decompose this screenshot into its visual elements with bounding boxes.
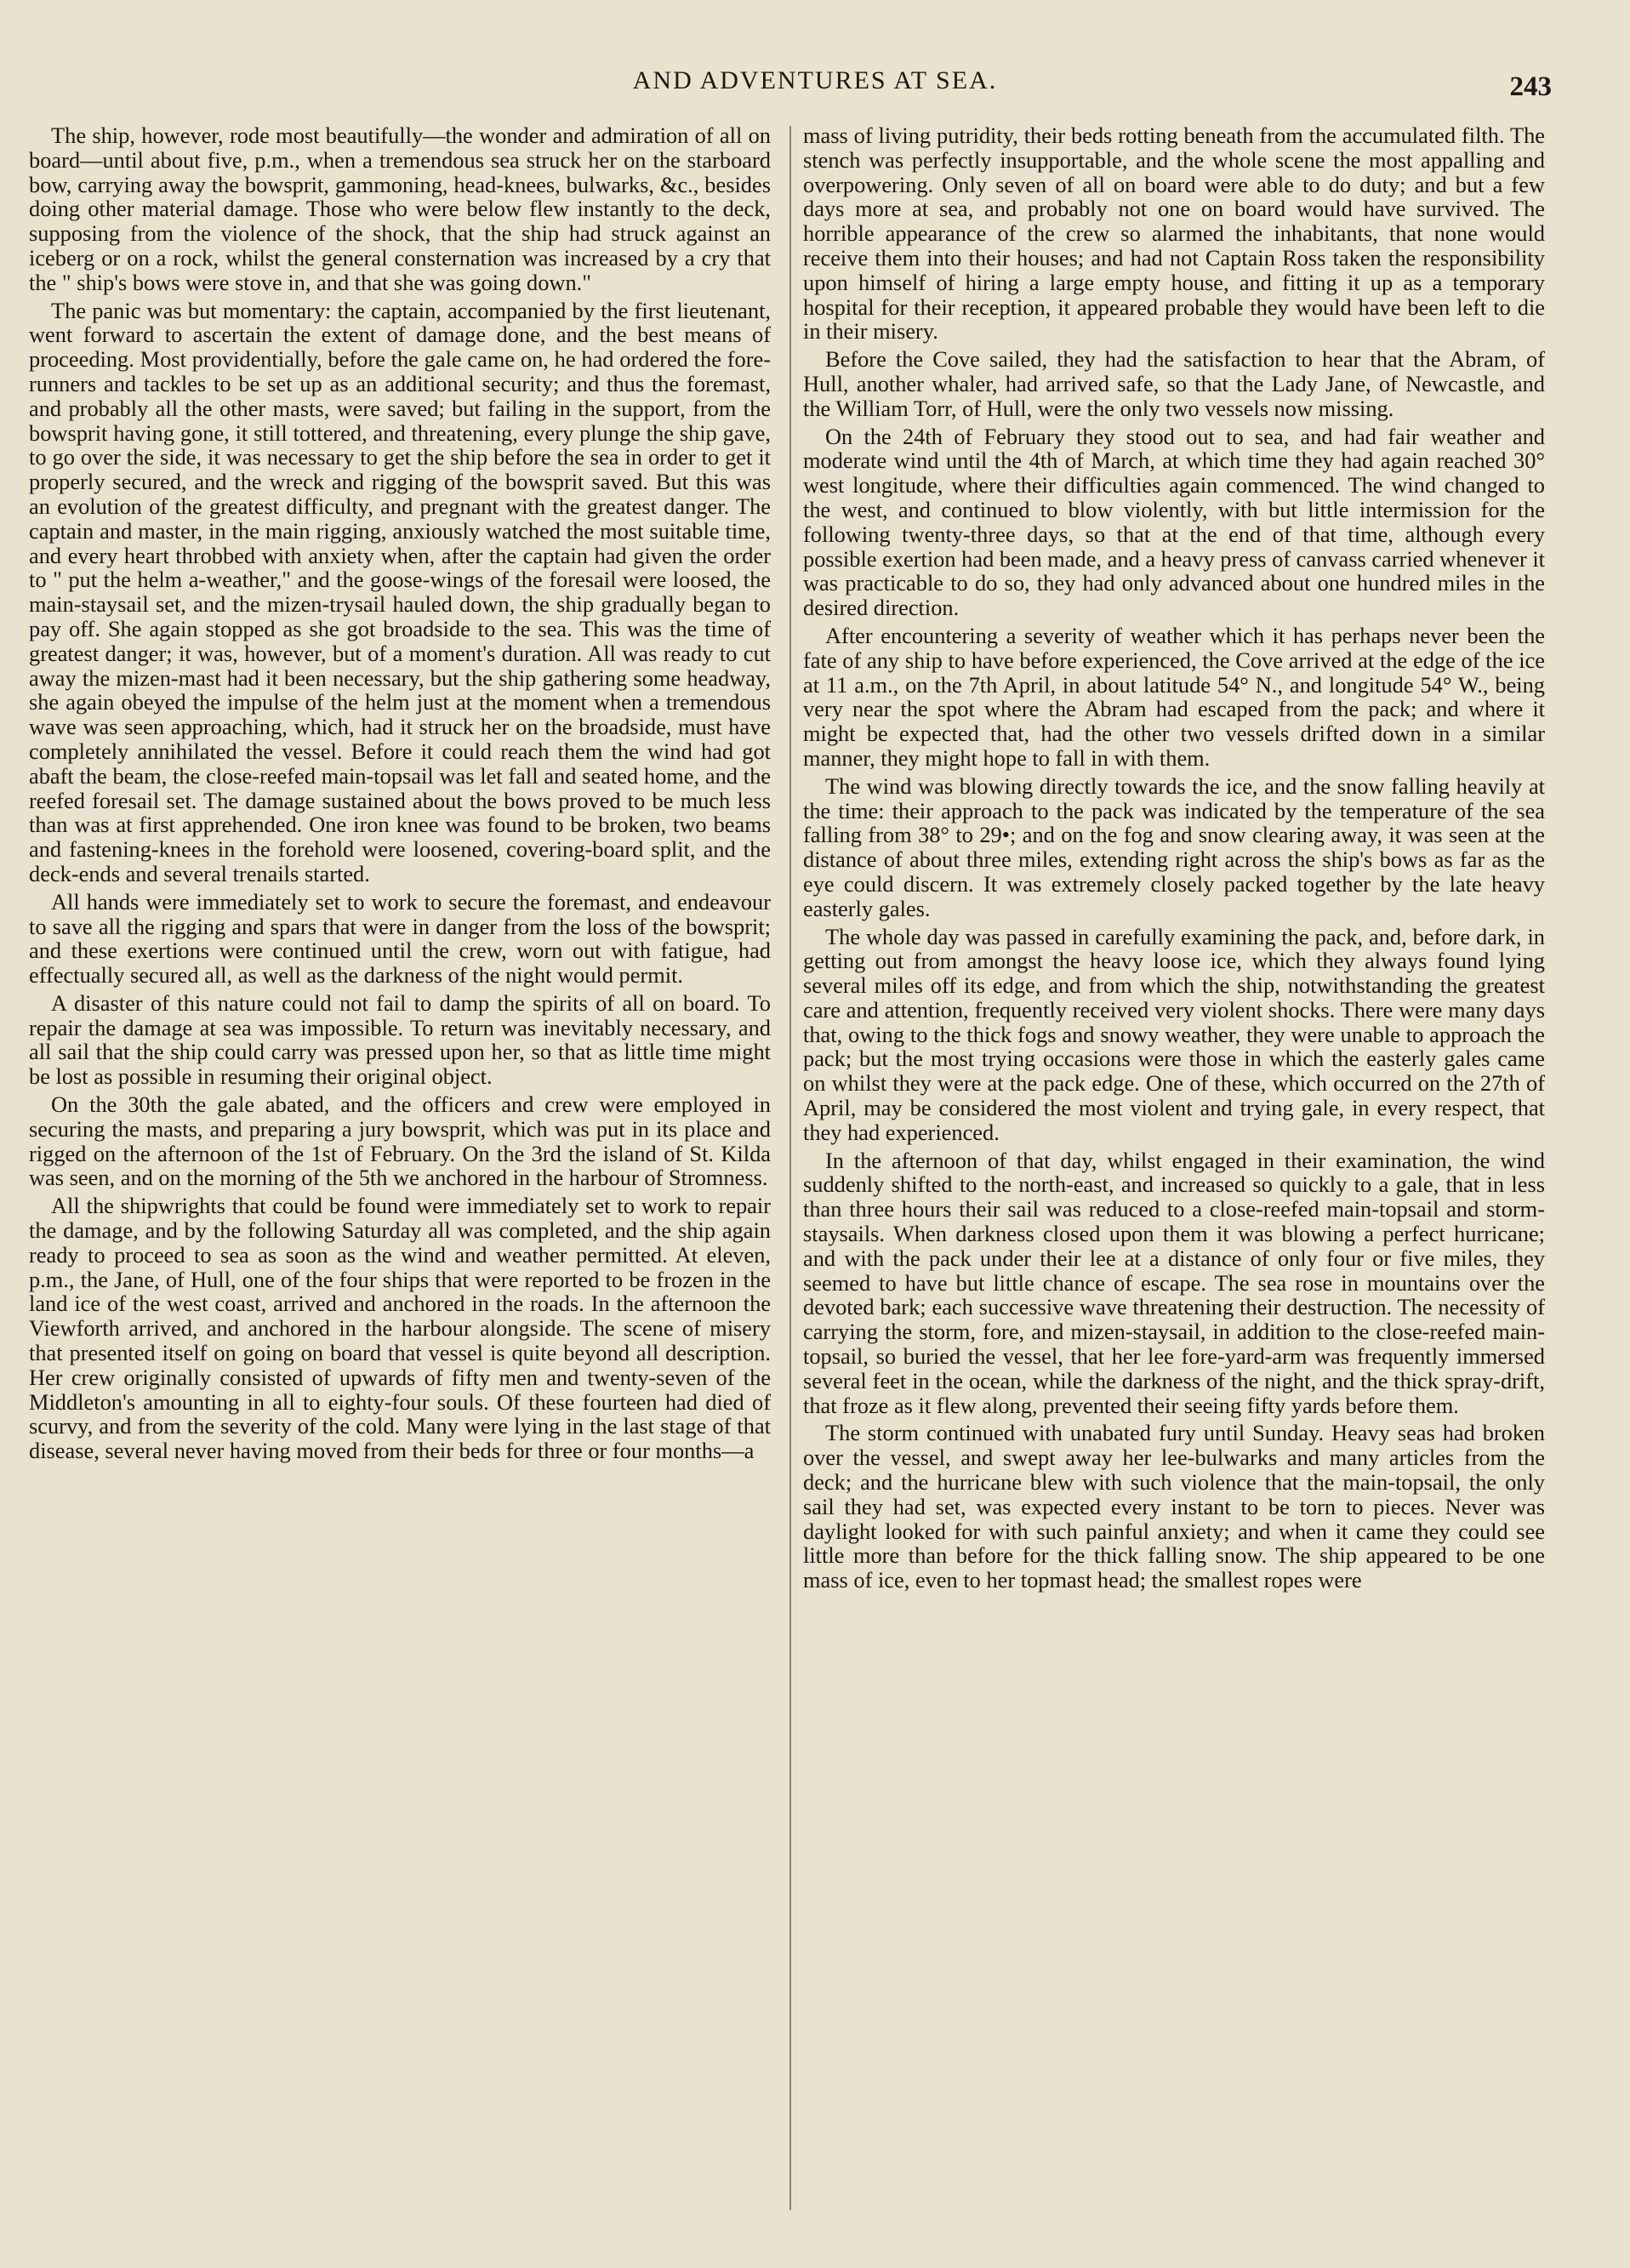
column-divider	[789, 126, 791, 2210]
paragraph: The whole day was passed in carefully examining the pack, and, before dark, in getting out from amongst the heavy loose ice, which they always found lying several miles off its edge, and from which the ship, notwithstanding the greatest care and attention, frequently received very violent shocks. There were many days that, owing to the thick fogs and snowy weather, they were unable to approach the pack; but the most trying occasions were those in which the easterly gales came on whilst they were at the pack edge. One of these, which occurred on the 27th of April, may be considered the most violent and trying gale, in every respect, that they had experienced.	[803, 923, 1545, 1145]
paragraph: On the 30th the gale abated, and the officers and crew were employed in securing the masts, and preparing a jury bowsprit, which was put in its place and rigged on the afternoon of the 1st of February. On the 3rd the island of St. Kilda was seen, and on the morning of the 5th we anchored in the harbour of Stromness.	[29, 1091, 771, 1191]
page-number: 243	[1509, 71, 1552, 102]
paragraph: On the 24th of February they stood out to sea, and had fair weather and moderate wind until the 4th of March, at which time they had again reached 30° west longitude, where their difficulties again commenced. The wind changed to the west, and continued to blow violently, with but little intermission for the following twenty-three days, so that at the end of that time, although every possible exertion had been made, and a heavy press of canvass carried whenever it was practicable to do so, they had only advanced about one hundred miles in the desired direction.	[803, 423, 1546, 621]
paragraph: All the shipwrights that could be found were immediately set to work to repair the damage, and by the following Saturday all was completed, and the ship again ready to proceed to sea as soon as the wind and weather permitted. At eleven, p.m., the Jane, of Hull, one of the four ships that were reported to be frozen in the land ice of the west coast, arrived and anchored in the roads. In the afternoon the Viewforth arrived, and anchored in the harbour alongside. The scene of misery that presented itself on going on board that vessel is quite beyond all description. Her crew originally consisted of upwards of fifty men and twenty-seven of the Middleton's amounting in all to eighty-four souls. Of these fourteen had died of scurvy, and from the severity of the cold. Many were lying in the last stage of that disease, several never having moved from their beds for three or four months—a	[29, 1193, 771, 1464]
left-column	[29, 123, 771, 1467]
paragraph: The panic was but momentary: the captain, accompanied by the first lieutenant, went forward to ascertain the extent of damage done, and the best means of proceeding. Most providentially, before the gale came on, he had ordered the fore-runners and tackles to be set up as an additional security; and thus the foremast, and probably all the other masts, were saved; but failing in the support, from the bowsprit having gone, it still tottered, and threatening, every plunge the ship gave, to go over the side, it was necessary to get the ship before the sea in order to get it properly secured, and the wreck and rigging of the bowsprit saved. But this was an evolution of the greatest difficulty, and pregnant with the greatest danger. The captain and master, in the main rigging, anxiously watched the most suitable time, and every heart throbbed with anxiety when, after the captain had given the order to " put the helm a-weather," and the goose-wings of the foresail were loosed, the main-staysail set, and the mizen-trysail hauled down, the ship gradually began to pay off. She again stopped as she got broadside to the sea. This was the time of greatest danger; it was, however, but of a moment's duration. All was ready to cut away the mizen-mast had it been necessary, but the ship gathering some headway, she again obeyed the impulse of the helm just at the moment when a tremendous wave was seen approaching, which, had it struck her on the broadside, must have completely annihilated the vessel. Before it could reach them the wind had got abaft the beam, the close-reefed main-topsail was let fall and seated home, and the reefed foresail set. The damage sustained about the bows proved to be much less than was at first apprehended. One iron knee was found to be broken, two beams and fastening-knees in the forehold were loosened, covering-board split, and the deck-ends and several trenails started.	[29, 297, 771, 886]
paragraph: The storm continued with unabated fury until Sunday. Heavy seas had broken over the vessel, and swept away her lee-bulwarks and many articles from the deck; and the hurricane blew with such violence that the main-topsail, the only sail they had set, was expected every instant to be torn to pieces. Never was daylight looked for with such painful anxiety; and when it came they could see little more than before for the thick falling snow. The ship appeared to be one mass of ice, even to her topmast head; the smallest ropes were	[803, 1420, 1545, 1593]
paragraph: In the afternoon of that day, whilst engaged in their examination, the wind suddenly shifted to the north-east, and increased so quickly to a gale, that in less than three hours their sail was reduced to a close-reefed main-topsail and storm-staysails. When darkness closed upon them it was blowing a perfect hurricane; and with the pack under their lee at a distance of only four or five miles, they seemed to have but little chance of escape. The sea rose in mountains over the devoted bark; each successive wave threatening their destruction. The necessity of carrying the storm, fore, and mizen-staysail, in addition to the close-reefed main-topsail, so buried the vessel, that her lee fore-yard-arm was frequently immersed several feet in the ocean, while the darkness of the night, and the thick spray-drift, that froze as it flew along, prevented their seeing fifty yards before them.	[803, 1147, 1545, 1418]
paragraph: A disaster of this nature could not fail to damp the spirits of all on board. To repair the damage at sea was impossible. To return was inevitably necessary, and all sail that the ship could carry was pressed upon her, so that as little time might be lost as possible in resuming their original object.	[29, 989, 771, 1090]
paragraph: All hands were immediately set to work to secure the foremast, and endeavour to save all the rigging and spars that were in danger from the loss of the bowsprit; and these exertions were continued until the crew, worn out with fatigue, had effectually secured all, as well as the darkness of the night would permit.	[29, 888, 771, 989]
paragraph: After encountering a severity of weather which it has perhaps never been the fate of any ship to have before experienced, the Cove arrived at the edge of the ice at 11 a.m., on the 7th April, in about latitude 54° N., and longitude 54° W., being very near the spot where the Abram had escaped from the pack; and where it might be expected that, had the other two vessels drifted down in a similar manner, they might hope to fall in with them.	[803, 622, 1545, 771]
paragraph-continued: mass of living putridity, their beds rotting beneath from the accumulated filth. The stench was perfectly insupportable, and the whole scene the most appalling and overpowering. Only seven of all on board were able to do duty; and but a few days more at sea, and probably not one on board would have survived. The horrible appearance of the crew so alarmed the inhabitants, that none would receive them into their houses; and had not Captain Ross taken the responsibility upon himself of hiring a large empty house, and fitting it up as a temporary hospital for their reception, it appeared probable they would have been left to die in their misery.	[803, 123, 1545, 345]
paragraph: The wind was blowing directly towards the ice, and the snow falling heavily at the time: their approach to the pack was indicated by the temperature of the sea falling from 38° to 29•; and on the fog and snow clearing away, it was seen at the distance of about three miles, extending right across the ship's bows as far as the eye could discern. It was extremely closely packed together by the late heavy easterly gales.	[803, 772, 1545, 921]
running-title: AND ADVENTURES AT SEA.	[632, 66, 998, 94]
paragraph: Before the Cove sailed, they had the satisfaction to hear that the Abram, of Hull, another whaler, had arrived safe, so that the Lady Jane, of Newcastle, and the William Torr, of Hull, were the only two vessels now missing.	[803, 346, 1545, 421]
right-column	[803, 123, 1545, 1596]
paragraph: The ship, however, rode most beautifully—the wonder and admiration of all on board—until about five, p.m., when a tremendous sea struck her on the starboard bow, carrying away the bowsprit, gammoning, head-knees, bulwarks, &c., besides doing other material damage. Those who were below flew instantly to the deck, supposing from the violence of the shock, that the ship had struck against an iceberg or on a rock, whilst the general consternation was increased by a cry that the " ship's bows were stove in, and that she was going down."	[29, 123, 771, 295]
